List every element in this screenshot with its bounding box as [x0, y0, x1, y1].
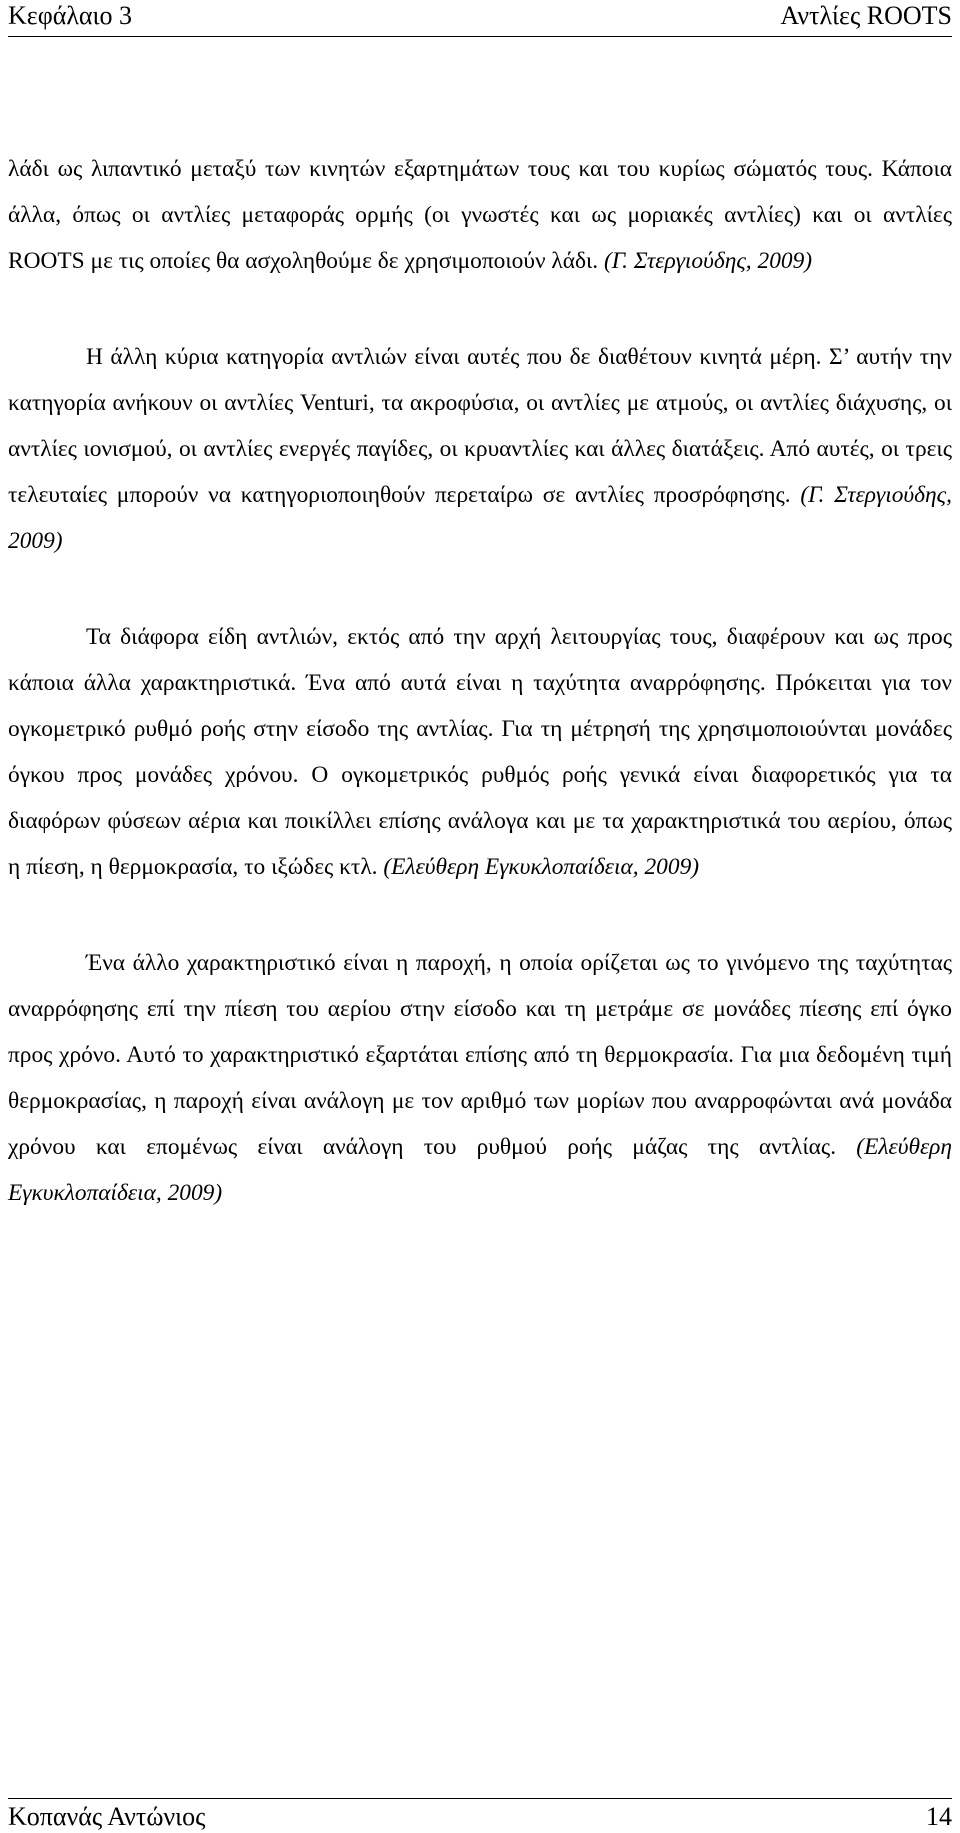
page-number: 14: [926, 1802, 952, 1831]
paragraph-text: Τα διάφορα είδη αντλιών, εκτός από την αρχή λειτουργίας τους, διαφέρουν και ως προς κάποια άλλα χαρακτηριστικά. Ένα από αυτά είναι η ταχύτητα αναρρόφησης. Πρόκειται για τον ογκομετρικό ρυθμό ροής στην είσοδο της αντλίας. Για τη μέτρησή της χρησιμοποιούνται μονάδες όγκου προς μονάδες χρόνου. Ο ογκομετρικός ρυθμός ροής γενικά είναι διαφορετικός για τα διαφόρων φύσεων αέρια και ποικίλλει επίσης ανάλογα και με τα χαρακτηριστικά του αερίου, όπως η πίεση, η θερμοκρασία, το ιξώδες κτλ.: [8, 624, 952, 880]
page-body: [8, 146, 952, 1216]
page-header: [8, 0, 952, 37]
paragraph-gap: [8, 284, 952, 334]
paragraph: [8, 940, 952, 1216]
paragraph: [8, 146, 952, 284]
citation: (Ελεύθερη Εγκυκλοπαίδεια, 2009): [8, 1134, 952, 1206]
paragraph-gap: [8, 890, 952, 940]
chapter-title: Κεφάλαιο 3: [8, 1, 133, 30]
author-name: Κοπανάς Αντώνιος: [8, 1802, 206, 1831]
paragraph: [8, 614, 952, 890]
citation: (Ελεύθερη Εγκυκλοπαίδεια, 2009): [383, 854, 700, 880]
paragraph-text: Ένα άλλο χαρακτηριστικό είναι η παροχή, η οποία ορίζεται ως το γινόμενο της ταχύτητας αναρρόφησης επί την πίεση του αερίου στην είσοδο και τη μετράμε σε μονάδες πίεσης επί όγκο προς χρόνο. Αυτό το χαρακτηριστικό εξαρτάται επίσης από τη θερμοκρασία. Για μια δεδομένη τιμή θερμοκρασίας, η παροχή είναι ανάλογη με τον αριθμό των μορίων που αναρροφώνται ανά μονάδα χρόνου και επομένως είναι ανάλογη του ρυθμού ροής μάζας της αντλίας.: [8, 950, 952, 1160]
paragraph-text: λάδι ως λιπαντικό μεταξύ των κινητών εξαρτημάτων τους και του κυρίως σώματός τους. Κάποια άλλα, όπως οι αντλίες μεταφοράς ορμής (οι γνωστές και ως μοριακές αντλίες) και οι αντλίες ROOTS με τις οποίες θα ασχοληθούμε δε χρησιμοποιούν λάδι.: [8, 156, 952, 274]
page-footer: [8, 1798, 952, 1833]
paragraph: [8, 334, 952, 564]
paragraph-gap: [8, 564, 952, 614]
section-title: Αντλίες ROOTS: [780, 1, 952, 30]
citation: (Γ. Στεργιούδης, 2009): [8, 482, 952, 554]
paragraph-text: Η άλλη κύρια κατηγορία αντλιών είναι αυτές που δε διαθέτουν κινητά μέρη. Σ’ αυτήν την κατηγορία ανήκουν οι αντλίες Venturi, τα ακροφύσια, οι αντλίες με ατμούς, οι αντλίες διάχυσης, οι αντλίες ιονισμού, οι αντλίες ενεργές παγίδες, οι κρυαντλίες και άλλες διατάξεις. Από αυτές, οι τρεις τελευταίες μπορούν να κατηγοριοποιηθούν περεταίρω σε αντλίες προσρόφησης.: [8, 344, 952, 508]
citation: (Γ. Στεργιούδης, 2009): [603, 248, 813, 274]
